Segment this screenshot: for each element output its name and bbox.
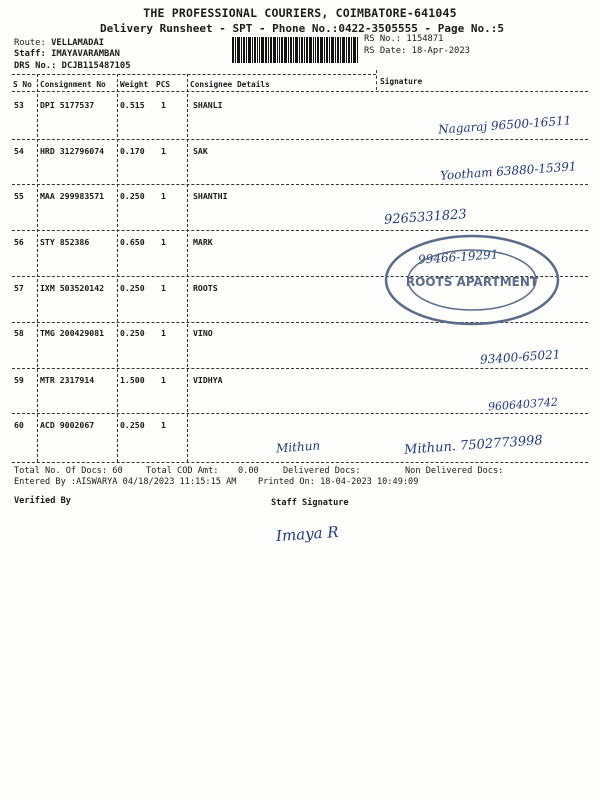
- staff-label: Staff:: [14, 49, 46, 59]
- column-header-consignment: Consignment No: [40, 80, 106, 89]
- cell-consignment: IXM 503520142: [40, 283, 105, 293]
- cell-weight: 0.250: [120, 191, 145, 201]
- row-rule: [12, 413, 588, 414]
- column-header-signature: Signature: [380, 77, 423, 86]
- staff-handwritten-signature: Imaya R: [275, 522, 340, 546]
- total-cod-value: 0.00: [238, 466, 259, 476]
- cell-weight: 0.650: [120, 237, 145, 247]
- row-rule: [12, 462, 588, 463]
- cell-consignee: SHANLI: [193, 100, 223, 110]
- cell-consignment: DPI 5177537: [40, 100, 95, 110]
- column-divider: [376, 70, 377, 90]
- route-line: [14, 38, 104, 48]
- staff-line: [14, 49, 120, 59]
- handwritten-signature: Mithun. 7502773998: [403, 433, 544, 458]
- cell-weight: 0.250: [120, 283, 145, 293]
- row-rule: [12, 230, 588, 231]
- staff-value: IMAYAVARAMBAN: [51, 49, 120, 59]
- cell-sno: 60: [14, 420, 24, 430]
- column-header-consignee: Consignee Details: [190, 80, 270, 89]
- cell-pcs: 1: [161, 146, 166, 156]
- non-delivered-docs: Non Delivered Docs:: [405, 466, 504, 476]
- verified-by: Verified By: [14, 496, 71, 506]
- barcode-image: [232, 37, 358, 63]
- drs-value: DCJB115487105: [61, 61, 131, 71]
- route-label: Route:: [14, 38, 46, 48]
- delivered-docs: Delivered Docs:: [283, 466, 361, 476]
- cell-weight: 1.500: [120, 375, 145, 385]
- handwritten-signature: 99466-19291: [417, 247, 499, 267]
- cell-sno: 55: [14, 191, 24, 201]
- table-header-rule: [12, 91, 588, 92]
- cell-sno: 59: [14, 375, 24, 385]
- drs-line: [14, 61, 131, 71]
- cell-weight: 0.250: [120, 420, 145, 430]
- cell-sno: 56: [14, 237, 24, 247]
- handwritten-signature: Nagaraj 96500-16511: [437, 113, 572, 137]
- document-title: THE PROFESSIONAL COURIERS, COIMBATORE-641045: [143, 6, 457, 20]
- cell-consignment: ACD 9002067: [40, 420, 95, 430]
- cell-consignee: SHANTHI: [193, 191, 228, 201]
- cell-consignee: MARK: [193, 237, 213, 247]
- handwritten-consignee: Mithun: [275, 438, 321, 456]
- entered-by: Entered By :AISWARYA 04/18/2023 11:15:15 AM: [14, 477, 237, 487]
- cell-pcs: 1: [161, 100, 166, 110]
- cell-consignment: MAA 299983571: [40, 191, 105, 201]
- cell-weight: 0.170: [120, 146, 145, 156]
- column-divider: [187, 74, 188, 462]
- cell-consignee: ROOTS: [193, 283, 218, 293]
- handwritten-signature: 9265331823: [383, 207, 468, 228]
- total-docs: Total No. Of Docs: 60: [14, 466, 123, 476]
- handwritten-signature: Yootham 63880-15391: [439, 159, 577, 183]
- column-header-pcs: PCS: [156, 80, 171, 89]
- cell-consignee: VIDHYA: [193, 375, 223, 385]
- column-divider: [37, 74, 38, 462]
- table-top-rule: [12, 74, 376, 75]
- cell-sno: 53: [14, 100, 24, 110]
- column-header-sno: S No: [13, 80, 32, 89]
- cell-consignee: VINO: [193, 328, 213, 338]
- stamp-text: ROOTS APARTMENT: [405, 275, 539, 289]
- staff-signature-label: Staff Signature: [271, 498, 349, 508]
- handwritten-signature: 93400-65021: [479, 347, 561, 367]
- cell-pcs: 1: [161, 420, 166, 430]
- cell-pcs: 1: [161, 283, 166, 293]
- cell-consignment: HRD 312796074: [40, 146, 105, 156]
- cell-pcs: 1: [161, 375, 166, 385]
- cell-pcs: 1: [161, 237, 166, 247]
- cell-weight: 0.515: [120, 100, 145, 110]
- row-rule: [12, 368, 588, 369]
- cell-consignment: MTR 2317914: [40, 375, 95, 385]
- column-header-weight: Weight: [120, 80, 149, 89]
- route-value: VELLAMADAI: [51, 38, 105, 48]
- rs-number: RS No.: 1154871: [364, 34, 444, 44]
- cell-pcs: 1: [161, 328, 166, 338]
- cell-consignment: STY 852386: [40, 237, 90, 247]
- total-cod-label: Total COD Amt:: [146, 466, 219, 476]
- cell-sno: 58: [14, 328, 24, 338]
- printed-on: Printed On: 18-04-2023 10:49:09: [258, 477, 419, 487]
- row-rule: [12, 139, 588, 140]
- row-rule: [12, 184, 588, 185]
- cell-sno: 57: [14, 283, 24, 293]
- cell-pcs: 1: [161, 191, 166, 201]
- rubber-stamp-seal: [382, 232, 562, 328]
- cell-sno: 54: [14, 146, 24, 156]
- cell-weight: 0.250: [120, 328, 145, 338]
- cell-consignment: TMG 200429081: [40, 328, 105, 338]
- column-divider: [117, 74, 118, 462]
- cell-consignee: SAK: [193, 146, 208, 156]
- document-subtitle: Delivery Runsheet - SPT - Phone No.:0422-3505555 - Page No.:5: [100, 22, 504, 35]
- drs-label: DRS No.:: [14, 61, 57, 71]
- rs-date: RS Date: 18-Apr-2023: [364, 46, 470, 56]
- handwritten-signature: 9606403742: [487, 395, 559, 414]
